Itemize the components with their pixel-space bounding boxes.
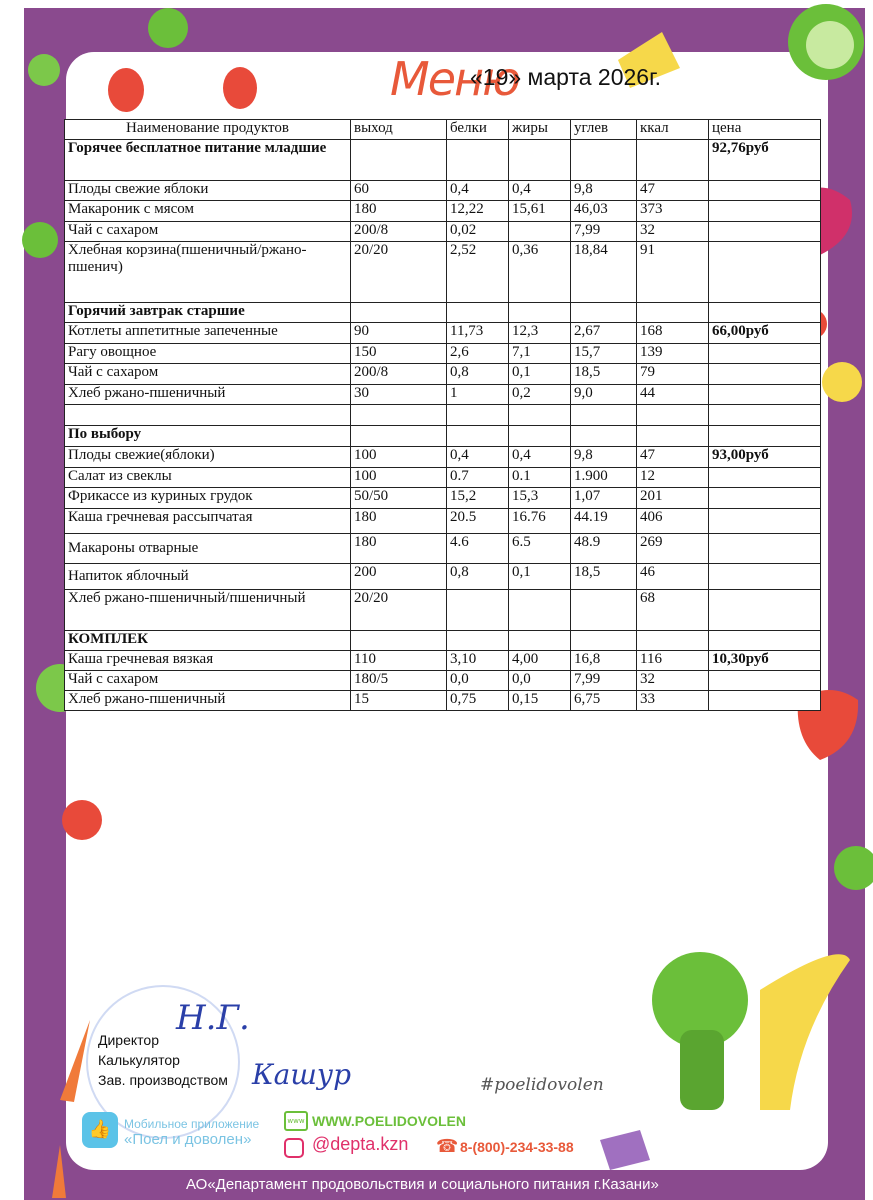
table-cell	[571, 631, 637, 651]
table-row-empty	[65, 405, 821, 426]
table-cell: 30	[351, 385, 447, 405]
price-cell	[709, 590, 821, 631]
table-cell: 116	[637, 651, 709, 671]
menu-word: Меню	[390, 52, 519, 106]
app-promo-line1: Мобильное приложение	[124, 1117, 260, 1131]
table-cell: 4.6	[447, 534, 509, 564]
table-row	[65, 651, 821, 671]
table-cell: Хлеб ржано-пшеничный	[65, 691, 351, 711]
table-cell: 0,1	[509, 364, 571, 385]
price-cell	[709, 303, 821, 323]
table-cell: 47	[637, 181, 709, 201]
lettuce-icon	[148, 8, 188, 48]
table-row	[65, 671, 821, 691]
table-cell	[509, 631, 571, 651]
table-cell: 180	[351, 201, 447, 222]
price-cell	[709, 364, 821, 385]
table-cell	[351, 303, 447, 323]
table-cell: 200/8	[351, 364, 447, 385]
table-cell: 4,00	[509, 651, 571, 671]
section-heading: Горячий завтрак старшие	[65, 303, 351, 323]
table-row	[65, 509, 821, 534]
table-cell	[351, 426, 447, 447]
table-cell: 44.19	[571, 509, 637, 534]
table-header-row	[65, 120, 821, 140]
table-cell: 48.9	[571, 534, 637, 564]
table-cell: 20.5	[447, 509, 509, 534]
table-cell: 0,75	[447, 691, 509, 711]
table-cell: 20/20	[351, 242, 447, 303]
price-cell	[709, 564, 821, 590]
table-cell	[637, 140, 709, 181]
table-row	[65, 181, 821, 201]
phone-icon: ☎	[436, 1136, 459, 1157]
table-cell: 1	[447, 385, 509, 405]
table-cell	[447, 590, 509, 631]
table-cell: 11,73	[447, 323, 509, 344]
table-cell: 2,67	[571, 323, 637, 344]
table-cell: 12,22	[447, 201, 509, 222]
lettuce-icon	[834, 846, 873, 890]
table-cell: 0,8	[447, 364, 509, 385]
section-heading: КОМПЛЕК	[65, 631, 351, 651]
banana-icon	[760, 954, 850, 1110]
instagram-icon	[284, 1138, 304, 1158]
menu-date: «19» марта 2026г.	[470, 64, 662, 90]
table-cell	[447, 426, 509, 447]
tomato-icon	[108, 68, 144, 112]
table-cell: 180	[351, 509, 447, 534]
table-cell: 15,3	[509, 488, 571, 509]
price-cell	[709, 405, 821, 426]
table-cell: Чай с сахаром	[65, 364, 351, 385]
table-cell	[571, 590, 637, 631]
table-cell: 0,15	[509, 691, 571, 711]
price-cell	[709, 631, 821, 651]
table-cell: Рагу овощное	[65, 344, 351, 364]
price-cell	[709, 488, 821, 509]
table-cell: Плоды свежие яблоки	[65, 181, 351, 201]
table-cell: 0,0	[509, 671, 571, 691]
table-cell: 44	[637, 385, 709, 405]
table-cell: Плоды свежие(яблоки)	[65, 447, 351, 468]
table-cell	[509, 140, 571, 181]
table-cell: 7,99	[571, 222, 637, 242]
table-cell: 0,02	[447, 222, 509, 242]
table-cell: 2,6	[447, 344, 509, 364]
table-row	[65, 303, 821, 323]
price-cell	[709, 385, 821, 405]
menu-title	[390, 52, 720, 112]
price-cell	[709, 242, 821, 303]
header-cell: цена	[709, 120, 821, 140]
table-cell: 79	[637, 364, 709, 385]
table-cell	[637, 405, 709, 426]
table-cell: 168	[637, 323, 709, 344]
price-cell: 92,76руб	[709, 140, 821, 181]
price-cell	[709, 201, 821, 222]
website-icon: www	[284, 1111, 308, 1131]
price-cell	[709, 534, 821, 564]
thumbs-up-icon: 👍	[82, 1112, 118, 1148]
table-cell: 0,2	[509, 385, 571, 405]
candy-icon	[600, 1130, 650, 1170]
table-cell: Салат из свеклы	[65, 468, 351, 488]
table-cell: 200/8	[351, 222, 447, 242]
price-cell	[709, 181, 821, 201]
price-cell	[709, 468, 821, 488]
price-cell	[709, 426, 821, 447]
header-cell: белки	[447, 120, 509, 140]
table-cell: Чай с сахаром	[65, 222, 351, 242]
signature-director: Н.Г.	[176, 998, 250, 1038]
table-cell: 16.76	[509, 509, 571, 534]
table-cell: 32	[637, 222, 709, 242]
table-cell: 9,8	[571, 447, 637, 468]
table-cell: 18,5	[571, 364, 637, 385]
table-cell	[447, 631, 509, 651]
table-cell	[509, 222, 571, 242]
lemon-icon	[822, 362, 862, 402]
table-cell: 0,1	[509, 564, 571, 590]
table-cell: 18,84	[571, 242, 637, 303]
table-row	[65, 447, 821, 468]
table-cell: 0,4	[447, 181, 509, 201]
table-cell	[509, 426, 571, 447]
table-cell: 373	[637, 201, 709, 222]
table-cell: Фрикассе из куриных грудок	[65, 488, 351, 509]
carrot-icon	[52, 1145, 66, 1198]
table-cell: 15,61	[509, 201, 571, 222]
section-heading: Горячее бесплатное питание младшие	[65, 140, 351, 181]
table-cell: 100	[351, 468, 447, 488]
table-cell: 0,36	[509, 242, 571, 303]
table-cell: Чай с сахаром	[65, 671, 351, 691]
table-cell: 9,0	[571, 385, 637, 405]
table-cell: 12	[637, 468, 709, 488]
instagram-handle[interactable]: @depta.kzn	[312, 1134, 409, 1154]
tomato-icon	[62, 800, 102, 840]
table-cell: 6,75	[571, 691, 637, 711]
table-row	[65, 344, 821, 364]
organization-name: АО«Департамент продовольствия и социального питания г.Казани»	[186, 1176, 659, 1193]
signature-production: Кашур	[252, 1058, 352, 1091]
table-row	[65, 385, 821, 405]
website-link[interactable]: WWW.POELIDOVOLEN	[312, 1113, 466, 1129]
price-cell: 66,00руб	[709, 323, 821, 344]
table-cell: Котлеты аппетитные запеченные	[65, 323, 351, 344]
menu-table	[64, 119, 821, 711]
table-cell: 60	[351, 181, 447, 201]
table-cell: 20/20	[351, 590, 447, 631]
table-cell	[637, 426, 709, 447]
header-cell: углев	[571, 120, 637, 140]
table-cell	[637, 631, 709, 651]
table-cell: 180/5	[351, 671, 447, 691]
signatories	[98, 1030, 228, 1090]
table-cell: Каша гречневая рассыпчатая	[65, 509, 351, 534]
table-cell: 91	[637, 242, 709, 303]
tomato-icon	[223, 67, 257, 109]
table-cell: 0,4	[509, 181, 571, 201]
table-cell: 200	[351, 564, 447, 590]
table-cell: 15,7	[571, 344, 637, 364]
header-cell: Наименование продуктов	[65, 120, 351, 140]
table-row	[65, 323, 821, 344]
price-cell	[709, 509, 821, 534]
table-cell: 150	[351, 344, 447, 364]
table-row	[65, 242, 821, 303]
table-row	[65, 590, 821, 631]
table-cell: Каша гречневая вязкая	[65, 651, 351, 671]
header-cell: выход	[351, 120, 447, 140]
table-cell	[571, 405, 637, 426]
hashtag: #poelidovolen	[480, 1075, 604, 1095]
table-row	[65, 222, 821, 242]
director-label: Директор	[98, 1032, 159, 1048]
table-cell: 1.900	[571, 468, 637, 488]
table-cell	[351, 631, 447, 651]
table-row	[65, 426, 821, 447]
table-cell: 100	[351, 447, 447, 468]
table-cell	[571, 303, 637, 323]
table-cell	[637, 303, 709, 323]
section-heading: По выбору	[65, 426, 351, 447]
table-cell	[509, 303, 571, 323]
table-cell: 139	[637, 344, 709, 364]
table-row	[65, 468, 821, 488]
table-cell: Макароник с мясом	[65, 201, 351, 222]
price-cell: 10,30руб	[709, 651, 821, 671]
lettuce-icon	[22, 222, 58, 258]
header-cell: жиры	[509, 120, 571, 140]
table-row	[65, 564, 821, 590]
table-cell	[447, 405, 509, 426]
table-cell: 0,8	[447, 564, 509, 590]
phone-number[interactable]: 8-(800)-234-33-88	[460, 1139, 574, 1155]
table-cell: 68	[637, 590, 709, 631]
table-cell: Хлеб ржано-пшеничный/пшеничный	[65, 590, 351, 631]
production-head-label: Зав. производством	[98, 1072, 228, 1088]
table-cell: 0,0	[447, 671, 509, 691]
table-cell: 50/50	[351, 488, 447, 509]
cucumber-slice-icon	[806, 21, 854, 69]
price-cell: 93,00руб	[709, 447, 821, 468]
table-row	[65, 364, 821, 385]
table-row	[65, 201, 821, 222]
table-row	[65, 534, 821, 564]
table-cell: 15,2	[447, 488, 509, 509]
table-cell	[65, 405, 351, 426]
table-cell: 33	[637, 691, 709, 711]
app-promo	[124, 1116, 259, 1148]
table-cell: Макароны отварные	[65, 534, 351, 564]
table-cell: 1,07	[571, 488, 637, 509]
table-cell: 6.5	[509, 534, 571, 564]
table-row	[65, 691, 821, 711]
app-promo-line2: «Поел и доволен»	[124, 1131, 252, 1148]
table-cell	[351, 140, 447, 181]
table-cell: 3,10	[447, 651, 509, 671]
table-cell: 201	[637, 488, 709, 509]
table-cell: Хлеб ржано-пшеничный	[65, 385, 351, 405]
table-cell: 47	[637, 447, 709, 468]
table-cell: 0,4	[447, 447, 509, 468]
table-cell: 12,3	[509, 323, 571, 344]
table-cell: Напиток яблочный	[65, 564, 351, 590]
table-cell: 18,5	[571, 564, 637, 590]
table-cell: 46	[637, 564, 709, 590]
table-cell: Хлебная корзина(пшеничный/ржано-пшенич)	[65, 242, 351, 303]
table-cell: 46,03	[571, 201, 637, 222]
price-cell	[709, 671, 821, 691]
table-cell: 15	[351, 691, 447, 711]
calculator-label: Калькулятор	[98, 1052, 180, 1068]
table-cell: 9,8	[571, 181, 637, 201]
table-cell	[351, 405, 447, 426]
table-cell	[447, 303, 509, 323]
price-cell	[709, 344, 821, 364]
table-cell: 2,52	[447, 242, 509, 303]
table-row	[65, 631, 821, 651]
table-cell	[509, 590, 571, 631]
table-cell: 0,4	[509, 447, 571, 468]
table-cell	[571, 140, 637, 181]
table-cell: 0.1	[509, 468, 571, 488]
table-cell	[571, 426, 637, 447]
table-cell: 32	[637, 671, 709, 691]
lettuce-icon	[28, 54, 60, 86]
table-cell	[447, 140, 509, 181]
table-cell	[509, 405, 571, 426]
table-cell: 90	[351, 323, 447, 344]
table-cell: 110	[351, 651, 447, 671]
price-cell	[709, 691, 821, 711]
table-cell: 16,8	[571, 651, 637, 671]
table-row	[65, 140, 821, 181]
table-cell: 7,1	[509, 344, 571, 364]
table-cell: 7,99	[571, 671, 637, 691]
table-cell: 0.7	[447, 468, 509, 488]
table-row	[65, 488, 821, 509]
table-cell: 180	[351, 534, 447, 564]
price-cell	[709, 222, 821, 242]
broccoli-stem-icon	[680, 1030, 724, 1110]
header-cell: ккал	[637, 120, 709, 140]
table-cell: 406	[637, 509, 709, 534]
table-cell: 269	[637, 534, 709, 564]
